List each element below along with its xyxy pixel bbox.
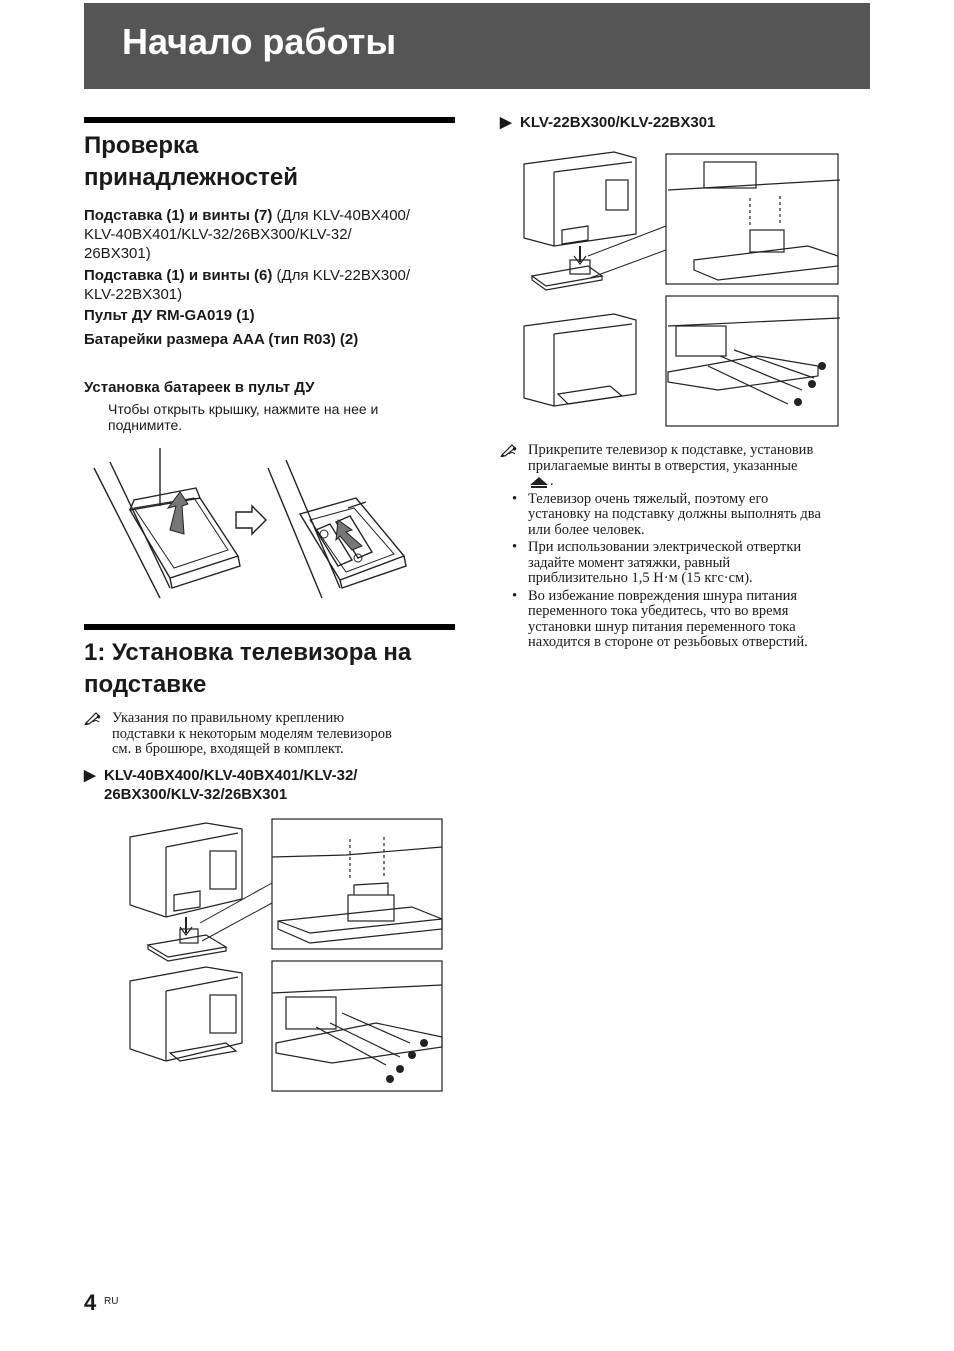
note-line: . (550, 473, 554, 489)
zoom-detail-box (272, 961, 442, 1091)
note-line: прилагаемые винты в отверстия, указанные (528, 457, 798, 474)
accessories-heading-line: Проверка (84, 132, 199, 159)
zoom-detail-box (272, 819, 442, 949)
section-header-bar (84, 3, 870, 89)
accessory-item-2-bold: Подставка (1) и винты (6) (84, 267, 273, 284)
list-item (500, 589, 880, 651)
note-line: • Телевизор очень тяжелый, поэтому его (528, 490, 769, 507)
accessories-heading (84, 130, 298, 194)
accessory-item-1-text: KLV-40BX401/KLV-32/26BX300/KLV-32/ (84, 226, 352, 243)
note-line: подставки к некоторым моделям телевизоров (112, 725, 392, 742)
note-line: • Прикрепите телевизор к подставке, установив (528, 442, 814, 458)
stand-note (84, 711, 464, 760)
accessory-item-1 (84, 206, 464, 263)
note-line: или более человек. (528, 521, 645, 538)
accessories-heading-line: принадлежностей (84, 164, 299, 191)
triangle-bullet-icon: ▶ (500, 114, 512, 131)
page-language: RU (104, 1296, 119, 1307)
stand-heading-line: 1: Установка телевизора на (84, 639, 412, 666)
model-heading-b-text: KLV-22BX300/KLV-22BX301 (520, 114, 716, 131)
accessory-item-2-text: (Для KLV-22BX300/ (272, 267, 411, 284)
triangle-bullet-icon: ▶ (84, 767, 96, 784)
note-line: • Указания по правильному креплению (112, 710, 345, 726)
note-line: задайте момент затяжки, равный (528, 554, 731, 571)
battery-install-illustration (90, 438, 410, 600)
model-heading-a (84, 766, 357, 804)
next-step-arrow-icon (236, 506, 266, 534)
insert-arrow-icon (336, 520, 362, 550)
accessory-item-1-text: 26BX301) (84, 245, 151, 262)
stand-assembly-illustration-a (126, 817, 446, 1093)
batteries-instruction-line: Чтобы открыть крышку, нажмите на нее и (108, 401, 379, 417)
model-heading-a-line: 26BX300/KLV-32/26BX301 (104, 786, 288, 803)
batteries-instruction-line: поднимите. (108, 417, 183, 433)
battery-minus-icon (320, 530, 328, 538)
note-line: приблизительно 1,5 Н·м (15 кгс·см). (528, 570, 753, 586)
accessory-item-3: Пульт ДУ RM-GA019 (1) (84, 307, 255, 324)
stand-heading-line: подставке (84, 671, 207, 698)
note-line: установки шнур питания переменного тока (528, 618, 796, 635)
stand-heading (84, 637, 411, 701)
list-item (500, 443, 880, 490)
accessory-item-2 (84, 266, 464, 304)
accessory-item-1-bold: Подставка (1) и винты (7) (84, 207, 273, 224)
accessory-item-1-text: (Для KLV-40BX400/ (272, 207, 411, 224)
note-line: установку на подставку должны выполнять два (528, 506, 821, 522)
note-line: переменного тока убедитесь, что во время (528, 603, 789, 619)
list-item (500, 540, 880, 587)
section-rule (84, 117, 455, 123)
note-line: находится в стороне от резьбовых отверстий. (528, 634, 808, 650)
section-rule (84, 624, 455, 630)
note-line: см. в брошюре, входящей в комплект. (112, 741, 344, 757)
note-line: • При использовании электрической отвертки (528, 539, 802, 555)
stand-assembly-illustration-b (518, 150, 842, 430)
screw-icon-group (386, 1039, 428, 1083)
model-heading-a-line: KLV-40BX400/KLV-40BX401/KLV-32/ (104, 767, 358, 784)
accessory-item-4: Батарейки размера AAA (тип R03) (2) (84, 331, 359, 348)
batteries-heading: Установка батареек в пульт ДУ (84, 379, 315, 396)
arrow-up-icon (528, 475, 550, 489)
note-line: • Во избежание повреждения шнура питания (528, 587, 798, 604)
list-item (500, 492, 880, 539)
lift-arrow-icon (168, 492, 188, 534)
batteries-instruction (108, 401, 378, 433)
model-heading-b (500, 113, 715, 132)
accessory-item-2-text: KLV-22BX301) (84, 286, 183, 303)
right-notes (500, 443, 880, 653)
page-number: 4 (84, 1290, 97, 1315)
remote-body (130, 498, 238, 578)
screw-icon-group (794, 362, 826, 406)
list-item (84, 711, 464, 758)
tv-back (130, 823, 242, 917)
page-title: Начало работы (122, 21, 397, 62)
